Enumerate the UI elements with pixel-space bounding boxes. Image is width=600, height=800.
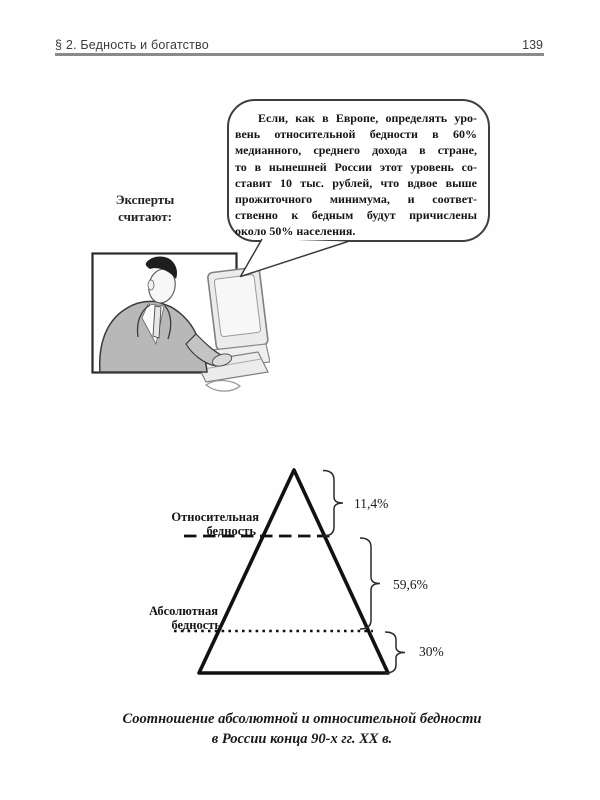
figure-caption [2, 710, 600, 749]
bubble-line: медианного, среднего дохода в стране, [235, 143, 477, 158]
bubble-line: то в нынешней России этот уровень со- [235, 159, 477, 174]
brace-top [323, 471, 343, 537]
ear [148, 280, 154, 290]
section-title: § 2. Бедность и богатство [55, 38, 209, 52]
speech-bubble [227, 99, 490, 242]
figure-caption-line2: в России конца 90-х гг. XX в. [211, 730, 393, 747]
relative-poverty-label-line1: Относительная [171, 510, 259, 524]
brace-bottom [385, 632, 405, 673]
bubble-line: прожиточного минимума, и соответ- [235, 192, 477, 207]
header-rule [55, 53, 544, 56]
poverty-pyramid-diagram [120, 450, 470, 690]
pct-middle-value: 59,6% [393, 577, 428, 592]
absolute-poverty-label-line2: бедность [171, 618, 221, 632]
experts-label [95, 192, 195, 225]
bubble-line: ственно к бедным будут причислены [235, 208, 477, 223]
bubble-line: Если, как в Европе, определять уро- [258, 111, 477, 125]
figure-caption-line1: Соотношение абсолютной и относительной бедности [122, 711, 482, 727]
bubble-line: около 50% населения. [235, 224, 356, 239]
speech-bubble-tail [230, 236, 355, 282]
relative-poverty-label-line2: бедность [206, 524, 256, 538]
experts-label-line2: считают: [118, 208, 172, 224]
bubble-line: вень относительной бедности в 60% [235, 127, 477, 142]
page-number: 139 [522, 38, 543, 52]
speech-bubble-text [229, 101, 488, 240]
bubble-line: ставит 10 тыс. рублей, что вдвое выше [235, 175, 477, 190]
absolute-poverty-label-line1: Абсолютная [148, 604, 218, 618]
mousepad-curve [206, 381, 240, 392]
pct-bottom-value: 30% [419, 644, 444, 659]
pct-top-value: 11,4% [354, 496, 389, 511]
experts-label-line1: Эксперты [115, 192, 175, 207]
